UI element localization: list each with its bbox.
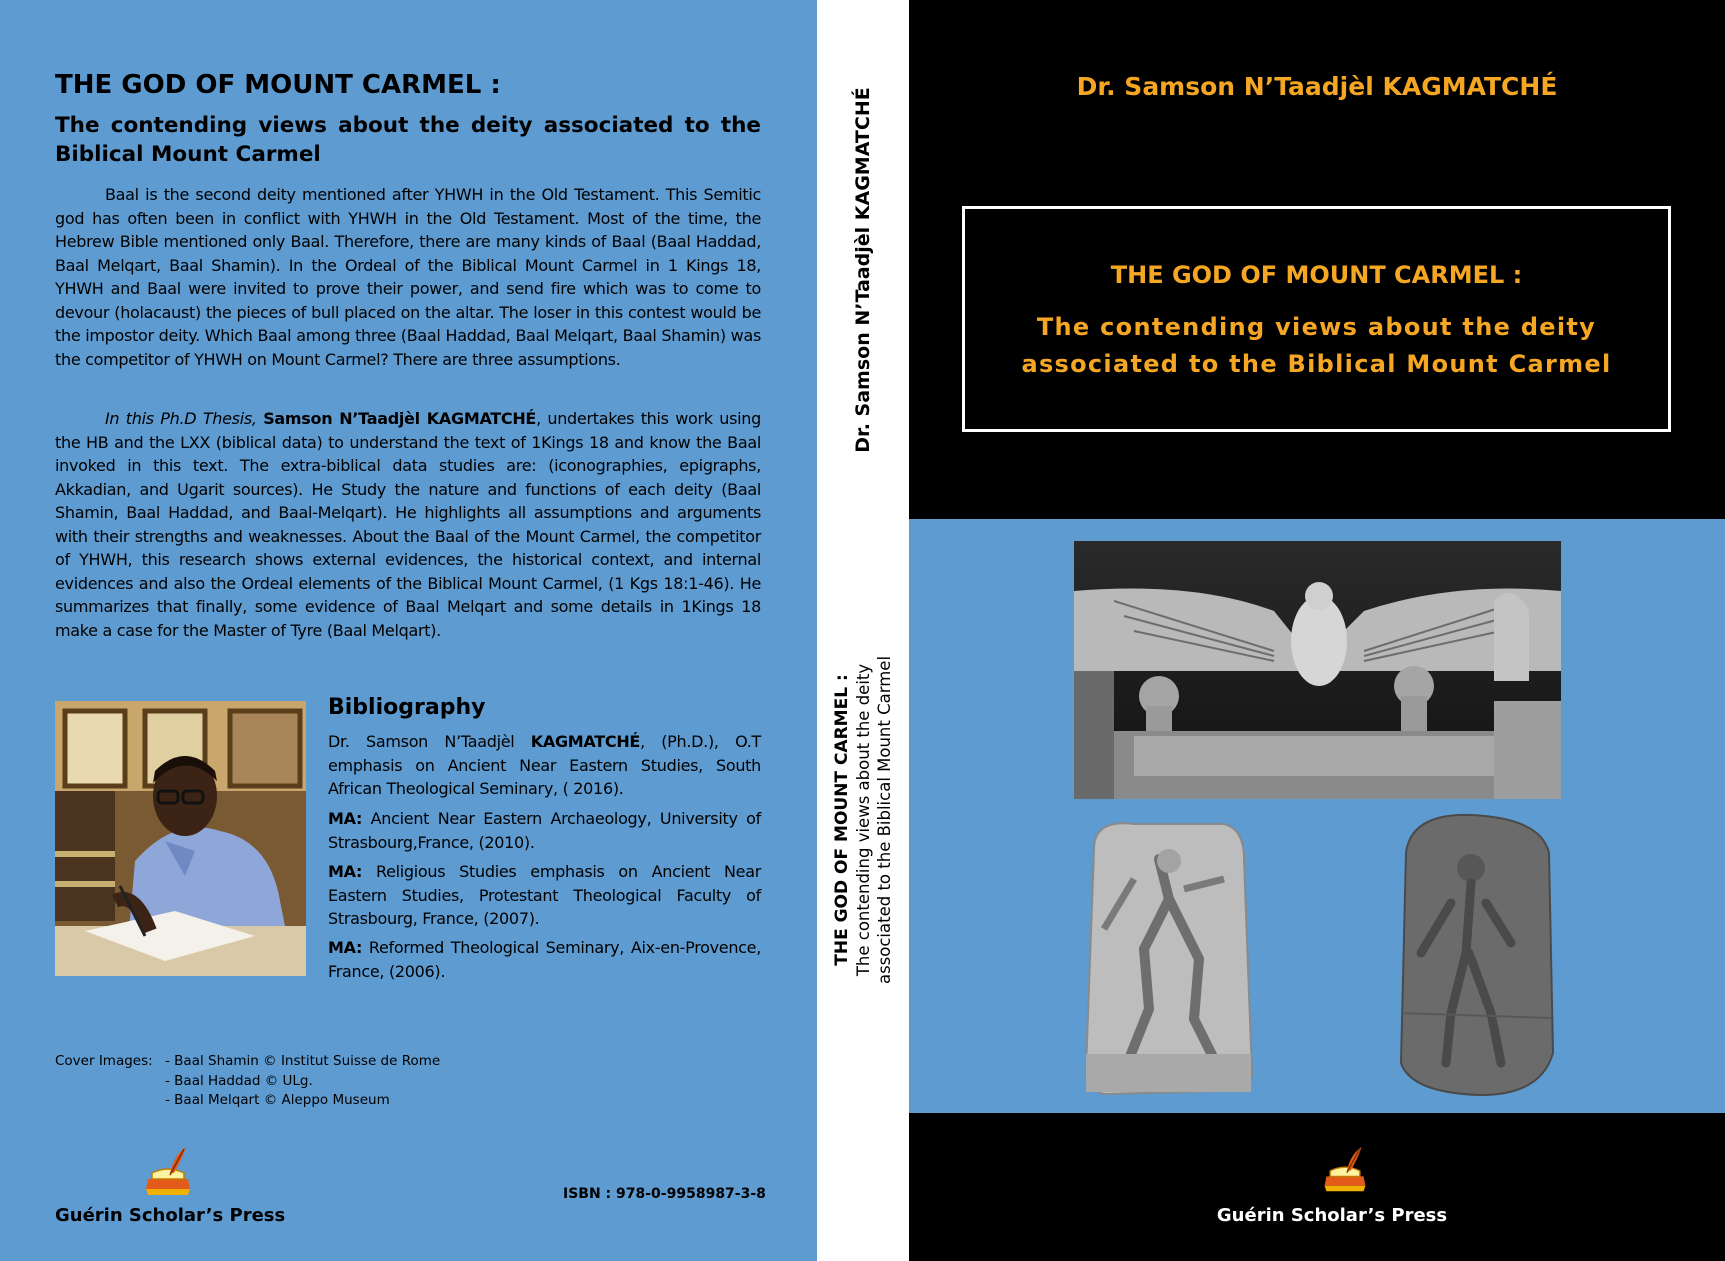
author-photo-illustration [55,701,306,976]
credit-line-2: - Baal Haddad © ULg. [165,1072,313,1089]
spine [817,0,909,1261]
bib3-text: Religious Studies emphasis on Ancient Near Eastern Studies, Protestant Theological Faculty of Strasbourg, France, (2007). [328,862,761,928]
image-credits [55,1052,440,1111]
credit-line-3: - Baal Melqart © Aleppo Museum [165,1092,390,1108]
bib3-label: MA: [328,862,363,881]
credits-label: Cover Images: [55,1053,153,1069]
front-subtitle-line-2: associated to the Biblical Mount Carmel [1021,350,1612,378]
spine-title-line-3: associated to the Biblical Mount Carmel [875,655,894,985]
front-subtitle-line-1: The contending views about the deity [1036,313,1597,341]
bibliography-entry-2 [328,807,761,854]
front-author: Dr. Samson N’Taadjèl KAGMATCHÉ [1076,72,1558,101]
front-title-box [962,206,1671,432]
spine-title-line-1: THE GOD OF MOUNT CARMEL : [832,674,852,966]
bib1-name: KAGMATCHÉ [530,732,641,751]
bibliography-entry-3 [328,860,761,931]
paragraph2-rest: , undertakes this work using the HB and the LXX (biblical data) to understand the text of 1Kings 18 and know the Baal invoked in this text. The extra-biblical data studies are: (iconographies, epigraphs, Akkadian, and Ugarit sources). He Study the nature and functions of each deity (Baal Shamin, Baal Haddad, and Baal-Melqart). He highlights all assumptions and arguments with their strengths and weaknesses. About the Baal of the Mount Carmel, the competitor of YHWH, this research shows external evidences, the historical context, and internal evidences and also the Ordeal elements of the Biblical Mount Carmel, (1 Kgs 18:1-46). He summarizes that finally, some evidence of Baal Melqart and some details in 1Kings 18 make a case for the Master of Tyre (Baal Melqart). [55,409,761,640]
spine-title-line-2: The contending views about the deity [854,663,873,977]
bib2-text: Ancient Near Eastern Archaeology, University of Strasbourg,France, (2010). [328,809,761,852]
spine-title [831,656,895,984]
bib4-label: MA: [328,938,363,957]
paragraph2-intro: In this Ph.D Thesis, [105,409,264,428]
bib2-label: MA: [328,809,363,828]
back-subtitle: The contending views about the deity associated to the Biblical Mount Carmel [55,113,761,167]
quill-and-book-icon-front [1319,1143,1371,1195]
spine-author: Dr. Samson N’Taadjèl KAGMATCHÉ [852,87,874,453]
bibliography-heading: Bibliography [328,695,486,720]
front-title: THE GOD OF MOUNT CARMEL : [1110,261,1523,289]
front-cover [909,0,1725,1261]
back-paragraph-1: Baal is the second deity mentioned after YHWH in the Old Testament. This Semitic god has often been in conflict with YHWH in the Old Testament. Most of the time, the Hebrew Bible mentioned only Baal. Therefore, there are many kinds of Baal (Baal Haddad, Baal Melqart, Baal Shamin). In the Ordeal of the Biblical Mount Carmel in 1 Kings 18, YHWH and Baal were invited to prove their power, and send fire which was to come to devour (holacaust) the pieces of bull placed on the altar. The loser in this contest would be the impostor deity. Which Baal among three (Baal Haddad, Baal Melqart, Baal Shamin) was the competitor of YHWH on Mount Carmel? There are three assumptions. [55,185,761,369]
bib1-text: , (Ph.D.), O.T emphasis on Ancient Near Eastern Studies, South African Theological Seminary, ( 2016). [328,732,761,798]
quill-and-book-icon [140,1145,196,1197]
front-publisher-name: Guérin Scholar’s Press [1216,1205,1448,1226]
back-publisher-name: Guérin Scholar’s Press [55,1205,286,1226]
baal-shamin-relief-image [1074,541,1561,799]
credit-line-1: - Baal Shamin © Institut Suisse de Rome [165,1053,441,1069]
bibliography-entry-1 [328,730,761,801]
paragraph2-author: Samson N’Taadjèl KAGMATCHÉ [263,409,537,428]
bibliography-entry-4 [328,936,761,983]
bib1-prefix: Dr. Samson N’Taadjèl [328,732,531,751]
bib4-text: Reformed Theological Seminary, Aix-en-Provence, France, (2006). [328,938,761,981]
back-title: THE GOD OF MOUNT CARMEL : [55,70,501,100]
isbn: ISBN : 978-0-9958987-3-8 [563,1186,766,1202]
back-paragraph-2 [55,407,761,642]
author-photo [55,701,306,976]
baal-melqart-stele-image [1391,813,1556,1097]
front-subtitle [965,309,1668,383]
cover-image-band [909,519,1725,1113]
baal-haddad-stele-image [1074,819,1260,1097]
back-cover [0,0,817,1261]
